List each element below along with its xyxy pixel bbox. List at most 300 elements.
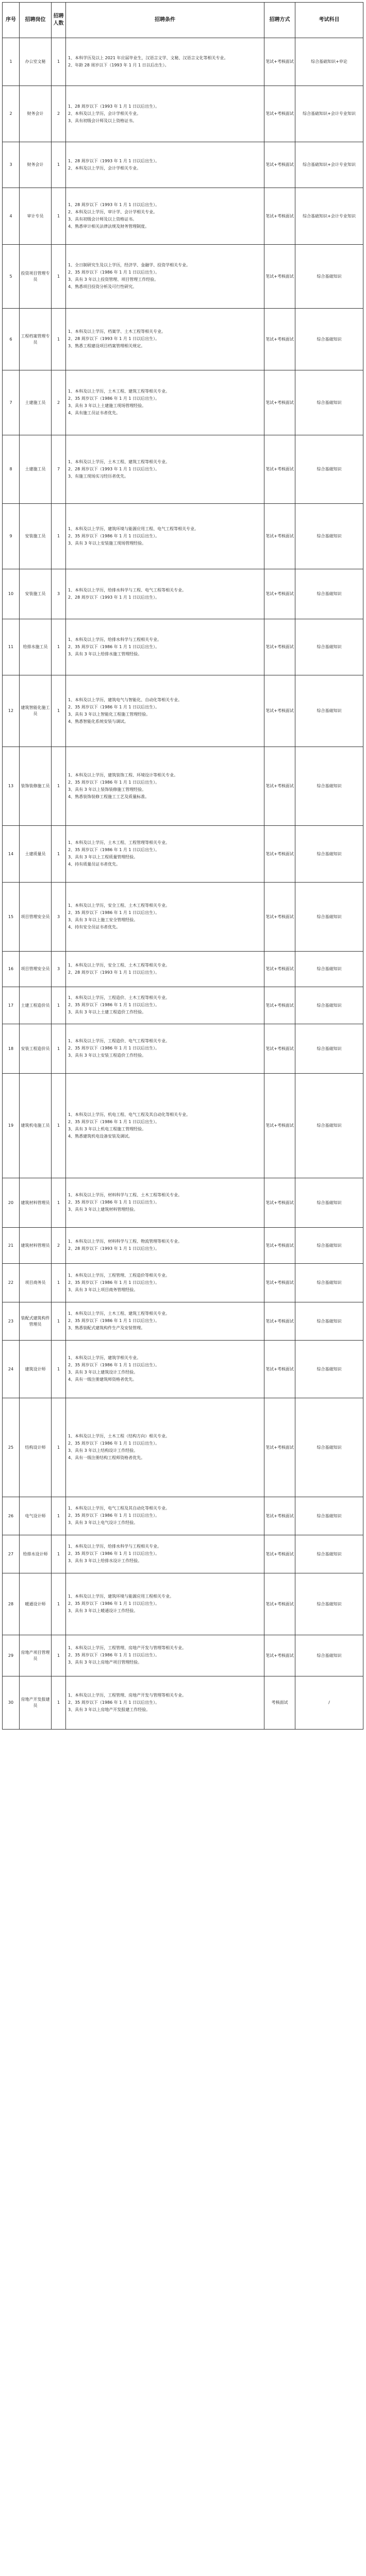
row-conditions bbox=[66, 1302, 264, 1341]
row-subject: 综合基础知识 bbox=[295, 675, 363, 747]
condition-line: 3、具有初级会计师及以上资格证书。 bbox=[68, 118, 137, 123]
row-subject: 综合基础知识 bbox=[295, 1302, 363, 1341]
condition-line: 1、本科及以上学历，材料科学与工程、物流管理等相关专业。 bbox=[68, 1239, 182, 1244]
condition-line: 1、本科及以上学历，给排水科学与工程、电气工程等相关专业。 bbox=[68, 587, 187, 592]
condition-line: 1、本科及以上学历，给排水科学与工程相关专业。 bbox=[68, 1544, 162, 1549]
row-count: 1 bbox=[52, 38, 66, 86]
table-body bbox=[3, 38, 363, 1730]
row-position: 项目管理安全员 bbox=[20, 952, 52, 987]
row-subject: 综合基础知识 bbox=[295, 245, 363, 309]
row-position: 建筑智能化施工员 bbox=[20, 675, 52, 747]
row-conditions bbox=[66, 188, 264, 245]
row-position: 装饰装修施工员 bbox=[20, 747, 52, 826]
condition-line: 2、35 周岁以下（1986 年 1 月 1 日以后出生）。 bbox=[68, 270, 160, 275]
row-count: 1 bbox=[52, 619, 66, 675]
row-seq: 13 bbox=[3, 747, 20, 826]
row-subject: 综合基础知识+会计专业知识 bbox=[295, 142, 363, 188]
condition-line: 1、本科及以上学历，土木工程、建筑工程等相关专业。 bbox=[68, 1311, 170, 1316]
row-subject: 综合基础知识 bbox=[295, 1635, 363, 1676]
row-seq: 21 bbox=[3, 1228, 20, 1264]
condition-line: 3、具有 3 年以上项目商务管理经验。 bbox=[68, 1287, 138, 1292]
row-count: 1 bbox=[52, 1497, 66, 1535]
row-count: 1 bbox=[52, 1535, 66, 1573]
row-method: 笔试+考核面试 bbox=[264, 1178, 295, 1228]
row-count: 1 bbox=[52, 1676, 66, 1730]
condition-line: 2、35 周岁以下（1986 年 1 月 1 日以后出生）。 bbox=[68, 1551, 160, 1556]
row-count: 1 bbox=[52, 309, 66, 370]
condition-line: 1、28 周岁以下（1993 年 1 月 1 日以后出生）。 bbox=[68, 104, 160, 109]
row-conditions bbox=[66, 1341, 264, 1398]
row-subject: 综合基础知识 bbox=[295, 1178, 363, 1228]
table-row bbox=[3, 1497, 363, 1535]
row-subject: 综合基础知识+会计专业知识 bbox=[295, 86, 363, 142]
row-subject: 综合基础知识 bbox=[295, 370, 363, 435]
row-count: 1 bbox=[52, 1341, 66, 1398]
row-seq: 19 bbox=[3, 1074, 20, 1178]
row-conditions bbox=[66, 1676, 264, 1730]
row-position: 项目管理安全员 bbox=[20, 883, 52, 952]
condition-line: 2、35 周岁以下（1986 年 1 月 1 日以后出生）。 bbox=[68, 1318, 160, 1323]
row-position: 电气设计师 bbox=[20, 1497, 52, 1535]
row-count: 1 bbox=[52, 188, 66, 245]
row-position: 土建施工员 bbox=[20, 370, 52, 435]
row-method: 笔试+考核面试 bbox=[264, 435, 295, 504]
row-conditions bbox=[66, 987, 264, 1024]
condition-line: 3、具有初级会计师及以上资格证书。 bbox=[68, 217, 137, 222]
condition-line: 3、具有 3 年以上安装施工现场管理经验。 bbox=[68, 540, 146, 546]
row-position: 房地产项目管理员 bbox=[20, 1635, 52, 1676]
row-position: 结构设计师 bbox=[20, 1398, 52, 1497]
row-count: 1 bbox=[52, 747, 66, 826]
condition-line: 3、具有 3 年以上智能化工程施工管理经验。 bbox=[68, 711, 151, 717]
row-conditions bbox=[66, 86, 264, 142]
condition-line: 1、本科及以上学历，安全工程、土木工程等相关专业。 bbox=[68, 903, 170, 908]
condition-line: 2、35 周岁以下（1986 年 1 月 1 日以后出生）。 bbox=[68, 1363, 160, 1367]
row-conditions bbox=[66, 569, 264, 619]
row-conditions bbox=[66, 435, 264, 504]
condition-line: 1、本科及以上学历，土木工程、建筑工程等相关专业。 bbox=[68, 459, 170, 464]
row-method: 笔试+考核面试 bbox=[264, 883, 295, 952]
table-row bbox=[3, 38, 363, 86]
row-conditions bbox=[66, 619, 264, 675]
condition-line: 3、具有 3 年以上建筑设计工作经验。 bbox=[68, 1370, 138, 1375]
condition-line: 1、本科及以上学历，土木工程、建筑工程等相关专业。 bbox=[68, 389, 170, 394]
condition-line: 3、具有 3 年以上安装工程造价工作经验。 bbox=[68, 1053, 146, 1058]
row-position: 审计专员 bbox=[20, 188, 52, 245]
condition-line: 4、熟悉审计相关法律法规及财务管理制度。 bbox=[68, 224, 149, 229]
condition-line: 2、35 周岁以下（1986 年 1 月 1 日以后出生）。 bbox=[68, 1601, 160, 1606]
row-subject: 综合基础知识 bbox=[295, 619, 363, 675]
condition-line: 1、本科及以上学历，建筑电气与智能化、自动化等相关专业。 bbox=[68, 697, 182, 702]
row-subject: 综合基础知识 bbox=[295, 1573, 363, 1635]
row-method: 笔试+考核面试 bbox=[264, 504, 295, 569]
row-count: 1 bbox=[52, 1573, 66, 1635]
row-seq: 9 bbox=[3, 504, 20, 569]
row-method: 笔试+考核面试 bbox=[264, 1398, 295, 1497]
condition-line: 1、本科及以上学历，工程管理、工程造价等相关专业。 bbox=[68, 1273, 170, 1278]
condition-line: 2、28 周岁以下（1993 年 1 月 1 日以后出生）。 bbox=[68, 336, 160, 341]
condition-line: 1、本科及以上学历，工程管理、房地产开发与管理等相关专业。 bbox=[68, 1646, 187, 1650]
row-seq: 24 bbox=[3, 1341, 20, 1398]
row-seq: 25 bbox=[3, 1398, 20, 1497]
condition-line: 2、35 周岁以下（1986 年 1 月 1 日以后出生）。 bbox=[68, 396, 160, 401]
row-subject: 综合基础知识+会计专业知识 bbox=[295, 188, 363, 245]
row-method: 笔试+考核面试 bbox=[264, 1264, 295, 1302]
condition-line: 3、具有 3 年以上暖通设计工作经验。 bbox=[68, 1608, 138, 1613]
row-method: 笔试+考核面试 bbox=[264, 619, 295, 675]
row-method: 笔试+考核面试 bbox=[264, 38, 295, 86]
condition-line: 2、35 周岁以下（1986 年 1 月 1 日以后出生）。 bbox=[68, 1700, 160, 1705]
table-row bbox=[3, 435, 363, 504]
condition-line: 2、35 周岁以下（1986 年 1 月 1 日以后出生）。 bbox=[68, 1441, 160, 1446]
row-conditions bbox=[66, 1497, 264, 1535]
table-row bbox=[3, 747, 363, 826]
row-seq: 8 bbox=[3, 435, 20, 504]
row-conditions bbox=[66, 245, 264, 309]
table-row bbox=[3, 952, 363, 987]
row-method: 笔试+考核面试 bbox=[264, 86, 295, 142]
row-count: 1 bbox=[52, 1264, 66, 1302]
row-seq: 17 bbox=[3, 987, 20, 1024]
row-conditions bbox=[66, 142, 264, 188]
row-method: 笔试+考核面试 bbox=[264, 826, 295, 883]
row-seq: 3 bbox=[3, 142, 20, 188]
header-count: 招聘人数 bbox=[52, 3, 66, 38]
condition-line: 2、35 周岁以下（1986 年 1 月 1 日以后出生）。 bbox=[68, 1280, 160, 1285]
condition-line: 2、年龄 28 周岁以下（1993 年 1 月 1 日以后出生）。 bbox=[68, 62, 169, 67]
row-count: 1 bbox=[52, 1635, 66, 1676]
row-method: 笔试+考核面试 bbox=[264, 987, 295, 1024]
row-count: 1 bbox=[52, 826, 66, 883]
condition-line: 2、35 周岁以下（1986 年 1 月 1 日以后出生）。 bbox=[68, 1653, 160, 1657]
row-conditions bbox=[66, 826, 264, 883]
row-count: 1 bbox=[52, 245, 66, 309]
row-seq: 10 bbox=[3, 569, 20, 619]
row-method: 笔试+考核面试 bbox=[264, 675, 295, 747]
condition-line: 1、本科及以上学历，工程管理、房地产开发与管理等相关专业。 bbox=[68, 1692, 187, 1698]
condition-line: 1、本科及以上学历，工程造价、电气工程等相关专业。 bbox=[68, 1039, 170, 1043]
condition-line: 2、28 周岁以下（1993 年 1 月 1 日以后出生）。 bbox=[68, 466, 160, 471]
row-method: 笔试+考核面试 bbox=[264, 1024, 295, 1074]
row-position: 给排水施工员 bbox=[20, 619, 52, 675]
table-row bbox=[3, 1676, 363, 1730]
header-row bbox=[3, 3, 363, 38]
condition-line: 3、具有 3 年以上给排水施工管理经验。 bbox=[68, 651, 142, 656]
row-method: 笔试+考核面试 bbox=[264, 1074, 295, 1178]
condition-line: 4、熟悉建筑机电设备安装及调试。 bbox=[68, 1133, 133, 1139]
row-subject: 综合基础知识 bbox=[295, 826, 363, 883]
row-position: 房地产开发报建员 bbox=[20, 1676, 52, 1730]
row-seq: 7 bbox=[3, 370, 20, 435]
row-count: 1 bbox=[52, 142, 66, 188]
row-count: 3 bbox=[52, 883, 66, 952]
condition-line: 1、本科及以上学历，工程造价、土木工程等相关专业。 bbox=[68, 995, 170, 1000]
table-row bbox=[3, 370, 363, 435]
condition-line: 2、35 周岁以下（1986 年 1 月 1 日以后出生）。 bbox=[68, 1513, 160, 1518]
row-method: 笔试+考核面试 bbox=[264, 747, 295, 826]
row-conditions bbox=[66, 1178, 264, 1228]
row-position: 建筑设计师 bbox=[20, 1341, 52, 1398]
row-count: 1 bbox=[52, 1024, 66, 1074]
row-count: 2 bbox=[52, 370, 66, 435]
header-subject: 考试科目 bbox=[295, 3, 363, 38]
recruitment-table bbox=[2, 2, 363, 1730]
condition-line: 2、35 周岁以下（1986 年 1 月 1 日以后出生）。 bbox=[68, 1046, 160, 1050]
condition-line: 3、熟悉装配式建筑构件生产及安装管理。 bbox=[68, 1326, 145, 1330]
condition-line: 3、具有 3 年以上给排水设计工作经验。 bbox=[68, 1558, 142, 1563]
row-conditions bbox=[66, 883, 264, 952]
row-count: 2 bbox=[52, 1228, 66, 1264]
condition-line: 2、本科及以上学历，审计学、会计学相关专业。 bbox=[68, 210, 158, 214]
header-conditions: 招聘条件 bbox=[66, 3, 264, 38]
row-conditions bbox=[66, 1573, 264, 1635]
row-position: 财务会计 bbox=[20, 86, 52, 142]
row-position: 投资项目管理专员 bbox=[20, 245, 52, 309]
condition-line: 2、35 周岁以下（1986 年 1 月 1 日以后出生）。 bbox=[68, 1200, 160, 1205]
row-count: 1 bbox=[52, 1074, 66, 1178]
row-subject: 综合基础知识 bbox=[295, 569, 363, 619]
row-subject: 综合基础知识 bbox=[295, 1398, 363, 1497]
row-position: 土建施工员 bbox=[20, 435, 52, 504]
condition-line: 4、具有施工员证书者优先。 bbox=[68, 411, 121, 415]
condition-line: 1、本科及以上学历，材料科学与工程、土木工程等相关专业。 bbox=[68, 1193, 182, 1197]
row-count: 7 bbox=[52, 435, 66, 504]
table-row bbox=[3, 619, 363, 675]
table-row bbox=[3, 675, 363, 747]
row-method: 笔试+考核面试 bbox=[264, 1535, 295, 1573]
row-method: 笔试+考核面试 bbox=[264, 1573, 295, 1635]
condition-line: 3、具有 3 年以上结构设计工作经验。 bbox=[68, 1448, 138, 1453]
row-method: 笔试+考核面试 bbox=[264, 1302, 295, 1341]
row-conditions bbox=[66, 1264, 264, 1302]
condition-line: 1、全日制研究生及以上学历，经济学、金融学、投资学相关专业。 bbox=[68, 263, 191, 267]
condition-line: 3、熟悉工程建设项目档案管理相关规定。 bbox=[68, 344, 145, 348]
condition-line: 1、本科学历及以上 2021 年应届毕业生，汉语言文学、文秘、汉语言文化等相关专业。 bbox=[68, 55, 228, 60]
row-position: 装配式建筑构件管理员 bbox=[20, 1302, 52, 1341]
table-row bbox=[3, 309, 363, 370]
header-position: 招聘岗位 bbox=[20, 3, 52, 38]
condition-line: 4、熟悉装饰装修工程施工工艺及质量标准。 bbox=[68, 794, 149, 799]
condition-line: 4、熟悉智能化系统安装与调试。 bbox=[68, 719, 129, 724]
condition-line: 2、35 周岁以下（1986 年 1 月 1 日以后出生）。 bbox=[68, 910, 160, 915]
table-row bbox=[3, 188, 363, 245]
row-conditions bbox=[66, 1535, 264, 1573]
condition-line: 1、本科及以上学历，安全工程、土木工程等相关专业。 bbox=[68, 962, 170, 968]
table-row bbox=[3, 1264, 363, 1302]
table-row bbox=[3, 987, 363, 1024]
row-position: 项目商务员 bbox=[20, 1264, 52, 1302]
row-seq: 15 bbox=[3, 883, 20, 952]
header-method: 招聘方式 bbox=[264, 3, 295, 38]
row-position: 安装工程造价员 bbox=[20, 1024, 52, 1074]
row-seq: 6 bbox=[3, 309, 20, 370]
row-count: 1 bbox=[52, 1398, 66, 1497]
row-count: 2 bbox=[52, 86, 66, 142]
row-position: 安装施工员 bbox=[20, 569, 52, 619]
row-count: 1 bbox=[52, 1302, 66, 1341]
row-subject: 综合基础知识 bbox=[295, 504, 363, 569]
condition-line: 3、具有 3 年以上房地产项目管理经验。 bbox=[68, 1660, 142, 1665]
row-subject: 综合基础知识 bbox=[295, 1341, 363, 1398]
table-row bbox=[3, 1228, 363, 1264]
row-conditions bbox=[66, 675, 264, 747]
condition-line: 3、具有 3 年以上装饰装修施工管理经验。 bbox=[68, 787, 146, 792]
condition-line: 1、本科及以上学历，机电工程、电气工程及其自动化等相关专业。 bbox=[68, 1112, 191, 1117]
table-row bbox=[3, 1341, 363, 1398]
row-subject: 综合基础知识 bbox=[295, 1535, 363, 1573]
condition-line: 4、具有一级注册结构工程师资格者优先。 bbox=[68, 1455, 145, 1460]
condition-line: 1、28 周岁以下（1993 年 1 月 1 日以后出生）。 bbox=[68, 202, 160, 207]
row-count: 3 bbox=[52, 569, 66, 619]
header-seq: 序号 bbox=[3, 3, 20, 38]
row-method: 笔试+考核面试 bbox=[264, 188, 295, 245]
condition-line: 3、具有 3 年以上施工安全管理经验。 bbox=[68, 918, 138, 922]
row-method: 笔试+考核面试 bbox=[264, 309, 295, 370]
row-position: 建筑机电施工员 bbox=[20, 1074, 52, 1178]
row-position: 建筑材料管理员 bbox=[20, 1178, 52, 1228]
row-method: 笔试+考核面试 bbox=[264, 245, 295, 309]
condition-line: 3、具有 3 年以上工程质量管理经验。 bbox=[68, 855, 138, 859]
condition-line: 2、35 周岁以下（1986 年 1 月 1 日以后出生）。 bbox=[68, 1003, 160, 1007]
table-row bbox=[3, 1024, 363, 1074]
row-method: 笔试+考核面试 bbox=[264, 1341, 295, 1398]
row-seq: 27 bbox=[3, 1535, 20, 1573]
row-subject: 综合基础知识 bbox=[295, 747, 363, 826]
row-position: 安装施工员 bbox=[20, 504, 52, 569]
row-seq: 2 bbox=[3, 86, 20, 142]
condition-line: 3、具有 3 年以上电气设计工作经验。 bbox=[68, 1520, 138, 1525]
row-subject: / bbox=[295, 1676, 363, 1730]
condition-line: 2、28 周岁以下（1993 年 1 月 1 日以后出生）。 bbox=[68, 970, 160, 975]
table-row bbox=[3, 1178, 363, 1228]
row-seq: 20 bbox=[3, 1178, 20, 1228]
condition-line: 3、具有 3 年以上土建施工现场管理经验。 bbox=[68, 403, 146, 408]
row-method: 笔试+考核面试 bbox=[264, 370, 295, 435]
row-position: 暖通设计师 bbox=[20, 1573, 52, 1635]
row-conditions bbox=[66, 1024, 264, 1074]
row-seq: 14 bbox=[3, 826, 20, 883]
row-subject: 综合基础知识 bbox=[295, 309, 363, 370]
condition-line: 4、具有一级注册建筑师资格者优先。 bbox=[68, 1377, 137, 1382]
condition-line: 1、本科及以上学历，档案学、土木工程等相关专业。 bbox=[68, 329, 166, 334]
row-count: 3 bbox=[52, 952, 66, 987]
row-seq: 28 bbox=[3, 1573, 20, 1635]
row-position: 工程档案管理专员 bbox=[20, 309, 52, 370]
row-subject: 综合基础知识 bbox=[295, 883, 363, 952]
table-row bbox=[3, 1535, 363, 1573]
row-seq: 26 bbox=[3, 1497, 20, 1535]
row-conditions bbox=[66, 747, 264, 826]
table-row bbox=[3, 1398, 363, 1497]
condition-line: 3、具有 3 年以上机电工程施工管理经验。 bbox=[68, 1126, 146, 1131]
table-row bbox=[3, 1074, 363, 1178]
table-row bbox=[3, 86, 363, 142]
row-subject: 综合基础知识 bbox=[295, 1024, 363, 1074]
condition-line: 1、本科及以上学历，土木工程（结构方向）相关专业。 bbox=[68, 1434, 170, 1438]
condition-line: 2、28 周岁以下（1993 年 1 月 1 日以后出生）。 bbox=[68, 1246, 160, 1251]
condition-line: 1、本科及以上学历，土木工程、工程管理等相关专业。 bbox=[68, 840, 170, 845]
table-row bbox=[3, 826, 363, 883]
row-position: 办公室文秘 bbox=[20, 38, 52, 86]
row-seq: 29 bbox=[3, 1635, 20, 1676]
condition-line: 2、35 周岁以下（1986 年 1 月 1 日以后出生）。 bbox=[68, 1119, 160, 1124]
condition-line: 3、具有 3 年以上土建工程造价工作经验。 bbox=[68, 1010, 146, 1014]
table-row bbox=[3, 883, 363, 952]
row-conditions bbox=[66, 1635, 264, 1676]
condition-line: 3、具有 3 年以上建筑材料管理经验。 bbox=[68, 1207, 138, 1212]
row-seq: 30 bbox=[3, 1676, 20, 1730]
row-subject: 综合基础知识 bbox=[295, 1228, 363, 1264]
condition-line: 3、具有 3 年以上投资管理、项目管理工作经验。 bbox=[68, 277, 159, 282]
condition-line: 1、本科及以上学历，电气工程及其自动化等相关专业。 bbox=[68, 1506, 170, 1511]
condition-line: 2、35 周岁以下（1986 年 1 月 1 日以后出生）。 bbox=[68, 779, 160, 785]
row-conditions bbox=[66, 504, 264, 569]
row-count: 1 bbox=[52, 504, 66, 569]
row-position: 给排水设计师 bbox=[20, 1535, 52, 1573]
condition-line: 1、本科及以上学历，给排水科学与工程相关专业。 bbox=[68, 637, 162, 642]
row-seq: 1 bbox=[3, 38, 20, 86]
table-row bbox=[3, 142, 363, 188]
row-conditions bbox=[66, 370, 264, 435]
row-subject: 综合基础知识 bbox=[295, 1497, 363, 1535]
row-conditions bbox=[66, 952, 264, 987]
row-conditions bbox=[66, 1228, 264, 1264]
condition-line: 4、熟悉项目投资分析及可行性研究。 bbox=[68, 284, 137, 289]
row-seq: 4 bbox=[3, 188, 20, 245]
row-count: 1 bbox=[52, 1178, 66, 1228]
condition-line: 2、本科及以上学历，会计学相关专业。 bbox=[68, 165, 141, 171]
condition-line: 1、本科及以上学历，建筑环境与能源应用工程、电气工程等相关专业。 bbox=[68, 526, 199, 531]
condition-line: 4、持有质量员证书者优先。 bbox=[68, 862, 121, 867]
row-method: 笔试+考核面试 bbox=[264, 1497, 295, 1535]
row-seq: 23 bbox=[3, 1302, 20, 1341]
condition-line: 1、本科及以上学历，建筑学相关专业。 bbox=[68, 1355, 141, 1360]
row-subject: 综合基础知识 bbox=[295, 435, 363, 504]
condition-line: 2、35 周岁以下（1986 年 1 月 1 日以后出生）。 bbox=[68, 848, 160, 852]
table-row bbox=[3, 1635, 363, 1676]
row-seq: 18 bbox=[3, 1024, 20, 1074]
row-subject: 综合基础知识 bbox=[295, 1074, 363, 1178]
row-conditions bbox=[66, 38, 264, 86]
table-row bbox=[3, 1573, 363, 1635]
row-seq: 5 bbox=[3, 245, 20, 309]
row-subject: 综合基础知识 bbox=[295, 987, 363, 1024]
row-subject: 综合基础知识+申论 bbox=[295, 38, 363, 86]
row-position: 财务会计 bbox=[20, 142, 52, 188]
row-position: 土建工程造价员 bbox=[20, 987, 52, 1024]
condition-line: 2、本科及以上学历，会计学相关专业。 bbox=[68, 111, 141, 116]
table-row bbox=[3, 569, 363, 619]
condition-line: 2、35 周岁以下（1986 年 1 月 1 日以后出生）。 bbox=[68, 704, 160, 709]
row-conditions bbox=[66, 309, 264, 370]
condition-line: 2、28 周岁以下（1993 年 1 月 1 日以后出生）。 bbox=[68, 595, 160, 600]
condition-line: 3、具有 3 年以上房地产开发报建工作经验。 bbox=[68, 1707, 151, 1712]
row-subject: 综合基础知识 bbox=[295, 952, 363, 987]
row-method: 笔试+考核面试 bbox=[264, 1635, 295, 1676]
condition-line: 1、本科及以上学历，建筑装饰工程、环境设计等相关专业。 bbox=[68, 772, 178, 777]
condition-line: 1、28 周岁以下（1993 年 1 月 1 日以后出生）。 bbox=[68, 158, 160, 163]
condition-line: 1、本科及以上学历，建筑环境与能源应用工程相关专业。 bbox=[68, 1594, 174, 1599]
row-method: 笔试+考核面试 bbox=[264, 142, 295, 188]
condition-line: 4、持有安全员证书者优先。 bbox=[68, 925, 121, 929]
row-method: 笔试+考核面试 bbox=[264, 952, 295, 987]
row-position: 建筑材料管理员 bbox=[20, 1228, 52, 1264]
row-method: 笔试+考核面试 bbox=[264, 569, 295, 619]
table-row bbox=[3, 504, 363, 569]
row-seq: 16 bbox=[3, 952, 20, 987]
condition-line: 3、有施工现场实习经历者优先。 bbox=[68, 473, 129, 479]
row-conditions bbox=[66, 1398, 264, 1497]
